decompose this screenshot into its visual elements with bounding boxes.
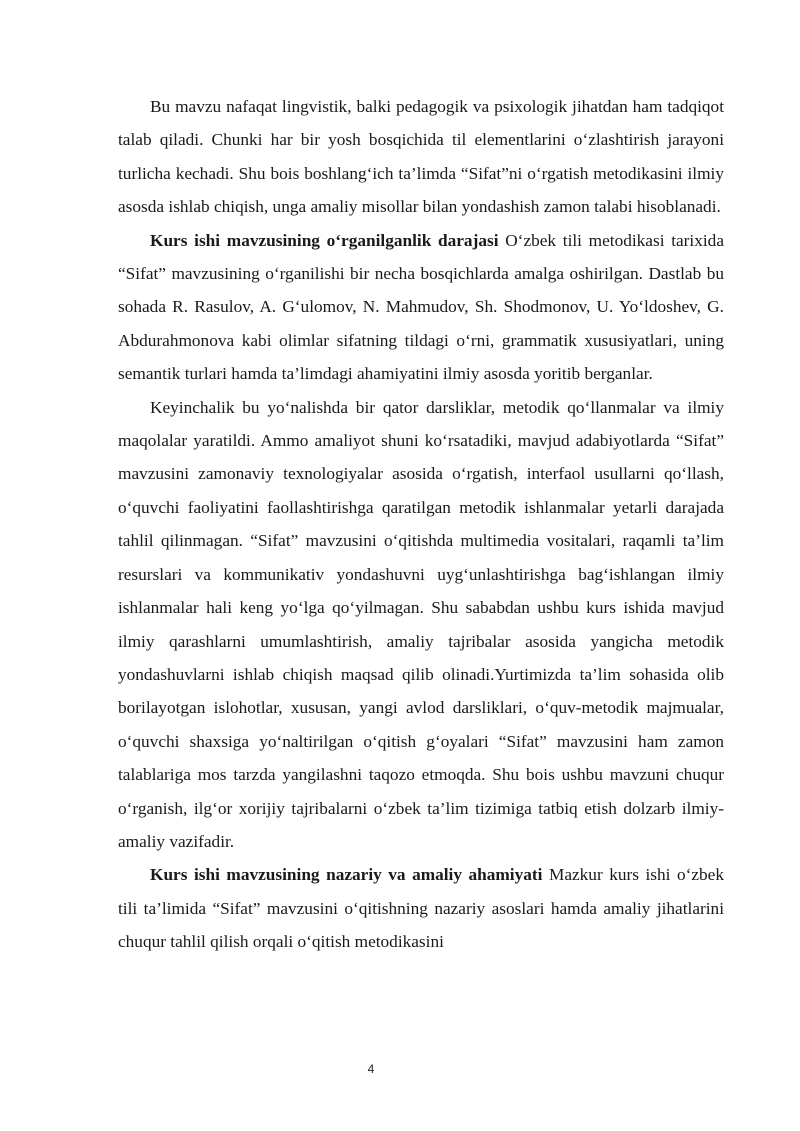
paragraph-significance	[118, 858, 724, 958]
paragraph-literature-gap	[118, 391, 724, 859]
paragraph-lead: Kurs ishi mavzusining o‘rganilganlik darajasi	[150, 230, 499, 250]
paragraph-study-level	[118, 224, 724, 391]
paragraph-text: O‘zbek tili metodikasi tarixida “Sifat” mavzusining o‘rganilishi bir necha bosqichlarda amalga oshirilgan. Dastlab bu sohada R. Rasulov, A. G‘ulomov, N. Mahmudov, Sh. Shodmonov, U. Yo‘ldoshev, G. Abdurahmonova kabi olimlar sifatning tildagi o‘rni, grammatik xususiyatlari, uning semantik turlari hamda ta’limdagi ahamiyatini ilmiy asosda yoritib berganlar.	[118, 230, 724, 384]
paragraph-lead: Kurs ishi mavzusining nazariy va amaliy ahamiyati	[150, 865, 543, 885]
page-number	[0, 1062, 800, 1076]
paragraph-text: Bu mavzu nafaqat lingvistik, balki pedagogik va psixologik jihatdan ham tadqiqot talab qiladi. Chunki har bir yosh bosqichida til elementlarini o‘zlashtirish jarayoni turlicha kechadi. Shu bois boshlang‘ich ta’limda “Sifat”ni o‘rgatish metodikasini ilmiy asosda ishlab chiqish, unga amaliy misollar bilan yondashish zamon talabi hisoblanadi.	[118, 97, 724, 217]
paragraph-text: Keyinchalik bu yo‘nalishda bir qator darsliklar, metodik qo‘llanmalar va ilmiy maqolalar yaratildi. Ammo amaliyot shuni ko‘rsatadiki, mavjud adabiyotlarda “Sifat” mavzusini zamonaviy texnologiyalar asosida o‘rgatish, interfaol usullarni qo‘llash, o‘quvchi faoliyatini faollashtirishga qaratilgan metodik ishlanmalar yetarli darajada tahlil qilinmagan. “Sifat” mavzusini o‘qitishda multimedia vositalari, raqamli ta’lim resurslari va kommunikativ yondashuvni uyg‘unlashtirishga bag‘ishlangan ilmiy ishlanmalar hali keng yo‘lga qo‘yilmagan. Shu sababdan ushbu kurs ishida mavjud ilmiy qarashlarni umumlashtirish, amaliy tajribalar asosida yangicha metodik yondashuvlarni ishlab chiqish maqsad qilib olinadi.Yurtimizda ta’lim sohasida olib borilayotgan islohotlar, xususan, yangi avlod darsliklari, o‘quv-metodik majmualar, o‘quvchi shaxsiga yo‘naltirilgan o‘qitish g‘oyalari “Sifat” mavzusini ham zamon talablariga mos tarzda yangilashni taqozo etmoqda. Shu bois ushbu mavzuni chuqur o‘rganish, ilg‘or xorijiy tajribalarni o‘zbek ta’lim tizimiga tatbiq etish dolzarb ilmiy-amaliy vazifadir.	[118, 397, 724, 851]
document-body	[118, 90, 724, 959]
paragraph-text: Mazkur kurs ishi o‘zbek tili ta’limida “Sifat” mavzusini o‘qitishning nazariy asoslari hamda amaliy jihatlarini chuqur tahlil qilish orqali o‘qitish metodikasini	[118, 865, 724, 952]
page-number-label: 4	[367, 1062, 375, 1076]
paragraph-intro	[118, 90, 724, 224]
